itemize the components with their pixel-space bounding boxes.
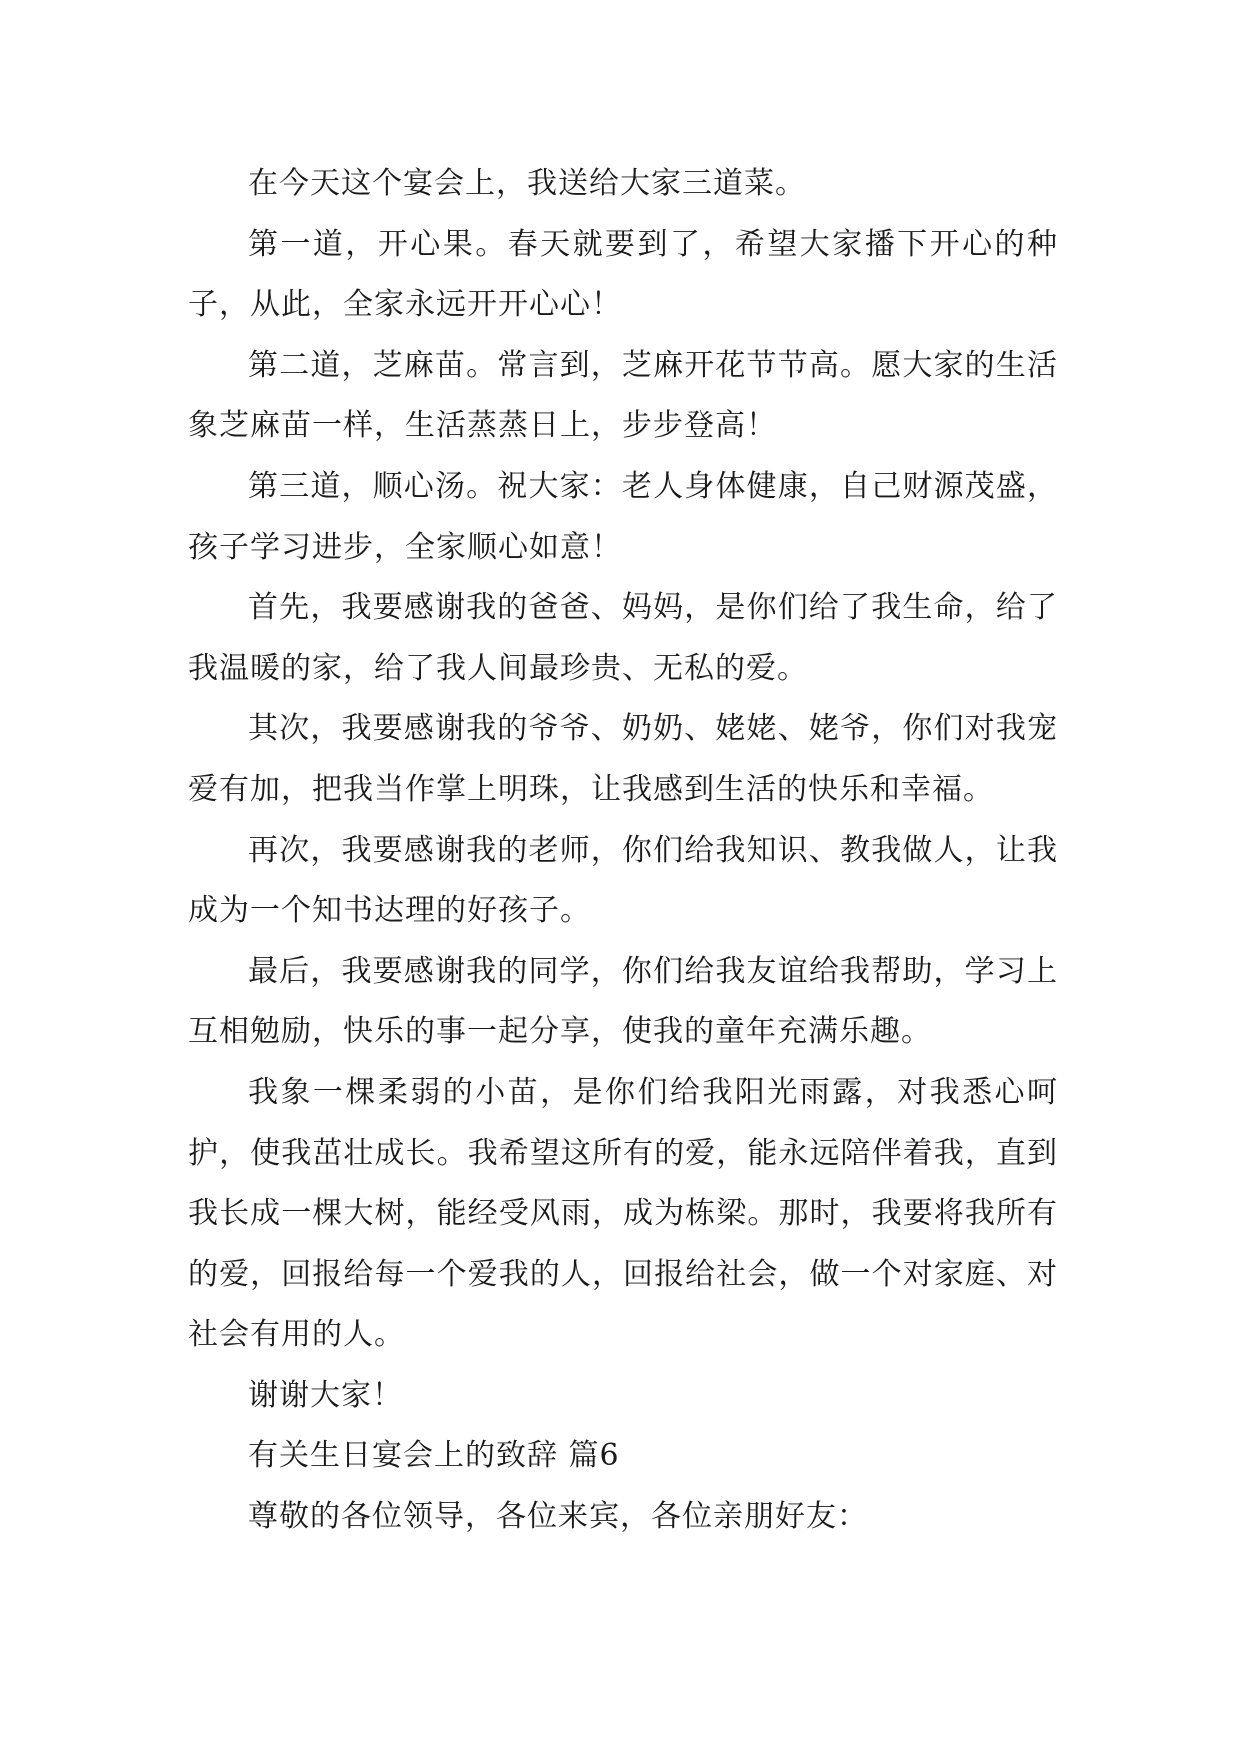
paragraph: 其次，我要感谢我的爷爷、奶奶、姥姥、姥爷，你们对我宠爱有加，把我当作掌上明珠，让我感到生活的快乐和幸福。	[188, 711, 1058, 807]
paragraph: 第二道，芝麻苗。常言到，芝麻开花节节高。愿大家的生活象芝麻苗一样，生活蒸蒸日上，步步登高！	[188, 347, 1058, 444]
paragraph: 在今天这个宴会上，我送给大家三道菜。	[248, 166, 806, 201]
paragraph: 第三道，顺心汤。祝大家：老人身体健康，自己财源茂盛，孩子学习进步，全家顺心如意！	[188, 468, 1058, 565]
paragraph: 谢谢大家！	[248, 1377, 403, 1413]
section-heading: 有关生日宴会上的致辞 篇6	[248, 1438, 620, 1474]
paragraph: 再次，我要感谢我的老师，你们给我知识、教我做人，让我成为一个知书达理的好孩子。	[188, 832, 1058, 929]
paragraph: 尊敬的各位领导，各位来宾，各位亲朋好友：	[248, 1499, 868, 1535]
paragraph: 最后，我要感谢我的同学，你们给我友谊给我帮助，学习上互相勉励，快乐的事一起分享，使我的童年充满乐趣。	[188, 953, 1058, 1050]
document-body	[188, 154, 1058, 1548]
paragraph: 第一道，开心果。春天就要到了，希望大家播下开心的种子，从此，全家永远开开心心！	[188, 226, 1058, 323]
paragraph: 我象一棵柔弱的小苗，是你们给我阳光雨露，对我悉心呵护，使我茁壮成长。我希望这所有的爱，能永远陪伴着我，直到我长成一棵大树，能经受风雨，成为栋梁。那时，我要将我所有的爱，回报给每一个爱我的人，回报给社会，做一个对家庭、对社会有用的人。	[188, 1074, 1058, 1353]
paragraph: 首先，我要感谢我的爸爸、妈妈，是你们给了我生命，给了我温暖的家，给了我人间最珍贵、无私的爱。	[188, 590, 1058, 686]
